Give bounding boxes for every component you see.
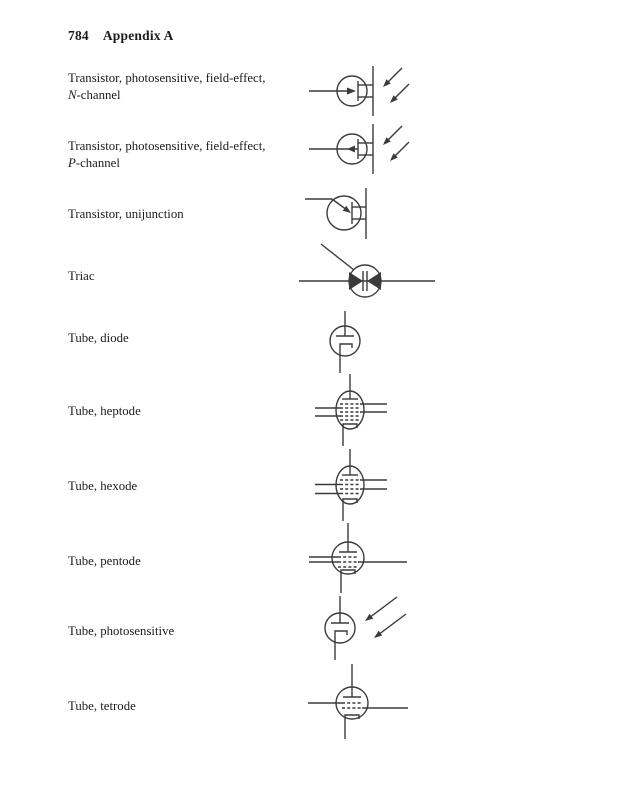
tube-heptode-symbol	[295, 368, 405, 452]
entry-label: Transistor, unijunction	[68, 207, 184, 221]
entry-label	[68, 138, 318, 172]
transistor-photofet-n-symbol	[305, 59, 425, 123]
entry-label-line2: -channel	[75, 156, 120, 170]
tube-photosensitive-symbol	[302, 586, 422, 666]
light-arrows-icon	[383, 126, 409, 161]
transistor-unijunction-symbol	[304, 183, 404, 243]
entry-label: Tube, photosensitive	[68, 624, 175, 638]
transistor-photofet-p-symbol	[305, 117, 425, 181]
entry-label: Tube, tetrode	[68, 699, 136, 713]
entry-label: Tube, diode	[68, 331, 129, 345]
page-number: 784	[68, 28, 89, 43]
entry-label-line2: -channel	[76, 88, 121, 102]
entry-label: Tube, pentode	[68, 554, 141, 568]
entry-label: Tube, hexode	[68, 479, 138, 493]
entry-label: Triac	[68, 269, 95, 283]
entry-label	[68, 70, 318, 104]
tube-hexode-symbol	[295, 443, 405, 527]
entry-label-line1: Transistor, photosensitive, field-effect,	[68, 71, 266, 85]
entry-label: Tube, heptode	[68, 404, 141, 418]
light-arrows-icon	[365, 597, 406, 638]
light-arrows-icon	[383, 68, 409, 103]
entry-label-line1: Transistor, photosensitive, field-effect,	[68, 139, 266, 153]
entry-label-line2-italic: N	[68, 88, 77, 102]
section-title: Appendix A	[102, 28, 174, 43]
page-header	[68, 28, 174, 44]
tube-tetrode-symbol	[300, 659, 410, 743]
entry-label-line2-italic: P	[68, 156, 76, 170]
